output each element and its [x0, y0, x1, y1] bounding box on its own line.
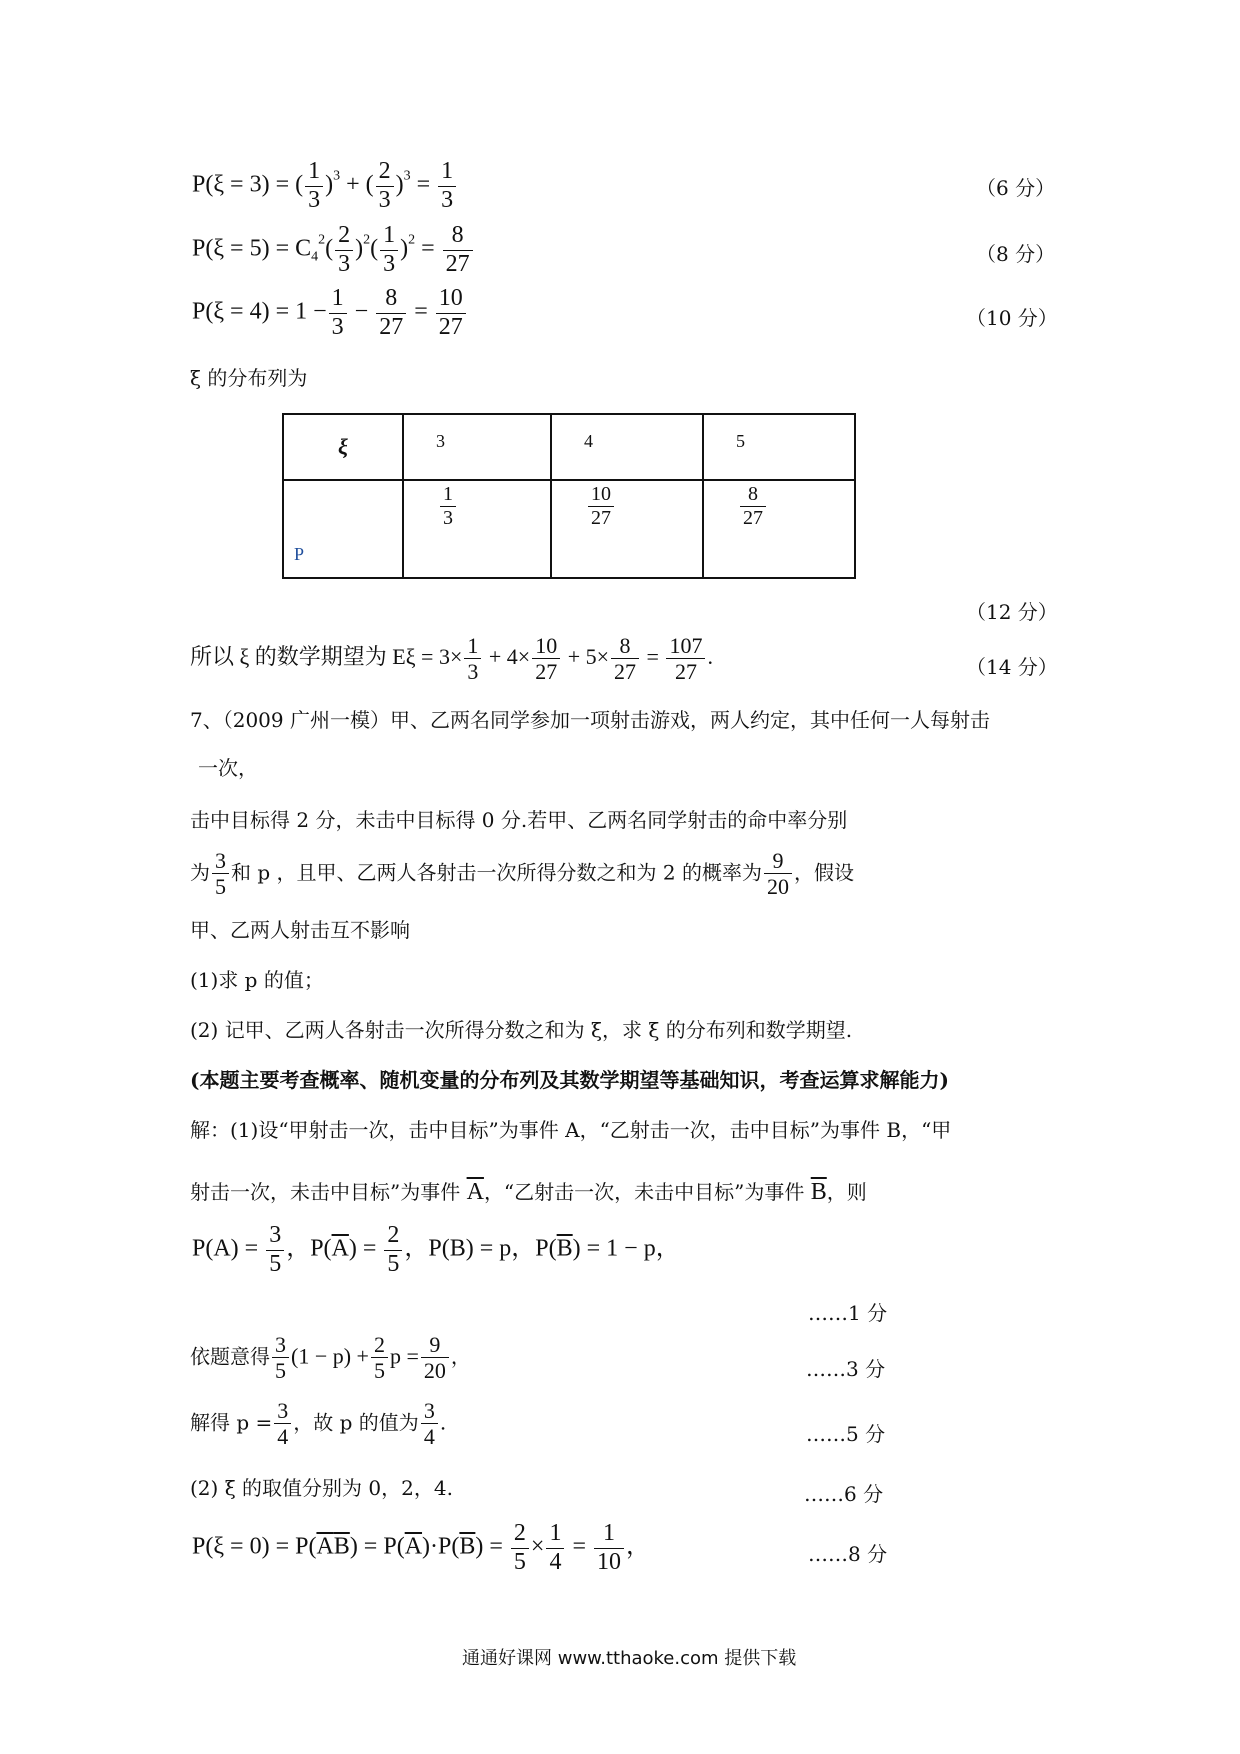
expectation-equation: 所以 ξ 的数学期望为 Eξ = 3× $\frac{1}{3}$ + 4× $\frac{10}{27}$ + 5× $\frac{8}{27}$ = $\frac{107}{27}$ . [190, 633, 713, 685]
score-mark-1: ……1 分 [808, 1301, 888, 1325]
equation-p-xi-4: P(ξ = 4) = 1 − $\frac{1}{3}$ − $\frac{8}{27}$ = $\frac{10}{27}$ [192, 285, 468, 341]
table-cell-value: 3 [403, 414, 551, 480]
table-cell-value: 4 [551, 414, 703, 480]
distribution-table [282, 413, 856, 579]
problem-7-line-1b: 一次， [198, 756, 258, 780]
table-cell-prob: $\frac{1}{3}$ [403, 480, 551, 578]
score-mark-10: （10 分） [966, 306, 1058, 330]
score-mark-12: （12 分） [966, 600, 1058, 624]
problem-7-line-3: 为 $\frac{3}{5}$ 和 p ，且甲、乙两人各射击一次所得分数之和为 2 的概率为 $\frac{9}{20}$ ，假设 [190, 848, 854, 900]
solution-line-2: 射击一次，未击中目标”为事件 $\overline{A}$，“乙射击一次，未击中目标”为事件 $\overline{B}$，则 [190, 1179, 867, 1205]
solution-line-1: 解：(1)设“甲射击一次，击中目标”为事件 A，“乙射击一次，击中目标”为事件 B，“甲 [190, 1118, 952, 1142]
equation-p-xi-5: $P(\xi = 5) = C_4^2$( $\frac{2}{3}$ )$^2$( $\frac{1}{3}$ )$^2$ = $\frac{8}{27}$ [192, 222, 475, 278]
score-mark-3: ……3 分 [806, 1357, 886, 1381]
score-mark-14: （14 分） [966, 655, 1058, 679]
problem-7-line-1: 7、（2009 广州一模）甲、乙两名同学参加一项射击游戏，两人约定，其中任何一人每射击 [190, 708, 990, 732]
page-footer: 通通好课网 www.tthaoke.com 提供下载 [462, 1648, 797, 1669]
table-cell-prob: $\frac{8}{27}$ [703, 480, 855, 578]
table-cell-value: 5 [703, 414, 855, 480]
score-mark-5: ……5 分 [806, 1422, 886, 1446]
problem-7-line-4: 甲、乙两人射击互不影响 [190, 918, 410, 942]
solve-p-line: 解得 p = $\frac{3}{4}$ ，故 p 的值为 $\frac{3}{4}$ . [190, 1398, 447, 1450]
part-2-line: (2) ξ 的取值分别为 0，2，4. [190, 1476, 453, 1500]
probabilities-line: P(A) = $\frac{3}{5}$ ，$P(\overline{A})$ = $\frac{2}{5}$ ，P(B) = p，$P(\overline{B}) = 1 - p$， [192, 1222, 680, 1277]
problem-7-line-2: 击中目标得 2 分，未击中目标得 0 分.若甲、乙两名同学射击的命中率分别 [190, 808, 848, 832]
table-header-p: P [283, 480, 403, 578]
score-mark-6: （6 分） [976, 176, 1056, 200]
equation-p-xi-3: P(ξ = 3) = ( $\frac{1}{3}$ )$^3$ + ( $\frac{2}{3}$ )$^3$ = $\frac{1}{3}$ [192, 158, 458, 214]
table-cell-prob: $\frac{10}{27}$ [551, 480, 703, 578]
p-xi-0-equation: $P(\xi = 0) = P(\overline{A}\overline{B}) = P(\overline{A})\cdot P(\overline{B})$ = $\frac{2}{5}$ × $\frac{1}{4}$ = $\frac{1}{10}$ ， [192, 1520, 650, 1575]
problem-note: (本题主要考查概率、随机变量的分布列及其数学期望等基础知识，考查运算求解能力) [190, 1068, 949, 1092]
score-mark-6b: ……6 分 [804, 1482, 884, 1506]
distribution-caption: ξ 的分布列为 [190, 366, 308, 390]
table-header-xi: ξ [283, 414, 403, 480]
question-1: (1)求 p 的值； [190, 968, 324, 992]
score-mark-8: （8 分） [976, 242, 1056, 266]
condition-equation: 依题意得 $\frac{3}{5}$ (1 − p) + $\frac{2}{5}$ p = $\frac{9}{20}$ ， [190, 1332, 471, 1384]
score-mark-8b: ……8 分 [808, 1542, 888, 1566]
question-2: (2) 记甲、乙两人各射击一次所得分数之和为 ξ，求 ξ 的分布列和数学期望. [190, 1018, 853, 1042]
